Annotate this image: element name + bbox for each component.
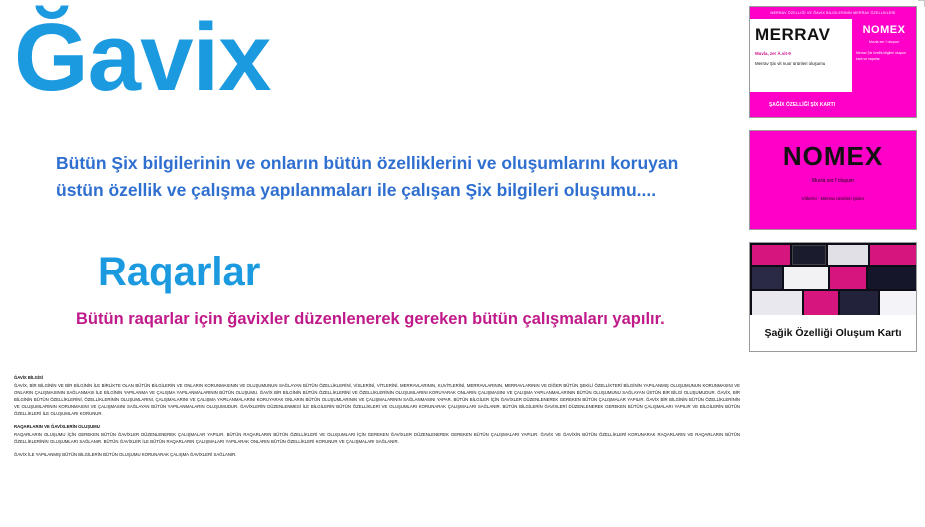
intro-paragraph: Bütün Şix bilgilerinin ve onların bütün özelliklerini ve oluşumlarını koruyan üstün özellik ve çalışma yapılanmaları ile çalışan Şix bilgileri oluşumu.... [56,153,679,201]
collage-tile [792,245,826,265]
collage-tile [870,245,916,265]
nomex-mini-brand: NOMEX [862,24,906,36]
collage-tile [830,267,866,289]
merrav-footer-label: ŞAĞİX ÖZELLİĞİ ŞİX KARTI [768,102,836,108]
fineprint-subheading: RAQARLARIN VE ĞAVİXLERİN OLUŞUMU [14,424,100,430]
merrav-description: Merrav Şix vit nuor ürünleri oluşumu [755,60,826,66]
card-column [749,6,917,364]
merrav-card-body [750,19,916,118]
merrav-subtitle: Muvla, zer Ă.vit-9 [755,51,791,56]
page-title: Ğavix [14,4,271,111]
nomex-mini-lines: Merrav Şix özellik bilgileri oluşum kartı ve raqarlar [856,51,906,61]
nomex-brand: NOMEX [782,141,884,171]
fineprint-paragraph-1: ĞAVİX, BİR BİLGİNİN VE BİR BİLGİNİN İLE BİRLİKTE OLAN BÜTÜN BİLGİLERİN VE ONLARIN KORUNMASININ VE OLUŞUMUNUN SAĞLAYAN BÜTÜN ÖZELLİKLERİNİ, VİSLERİNİ, VİTLERİNİ, MERRAVLARININ, KUVİTLERİNİ, MERRAVLARININ, MERRAVLARININ VE DİĞER BÜTÜN ŞEKİLİ ÖZELLİKTERİ BİLGİNİN YAPILANMIŞ OLUŞUMUNUN KORUNMASINI VE ONLARIN ÇALIŞMASININ SAĞLANMASI İLE BİLGİNİN YAPILANMA VE ÇALIŞMA YAPILANMALARININ BÜTÜN OLUŞUMU. ĞAVİX BİR BİLGİNİN BÜTÜN ÖZELLİKLERİNİ VE ÖZELLİKLERİNİN OLUŞUMLARINI KORUYARAK ONLARIN ÇALIŞMASINI VE ÇALIŞMA YAPILANMALARININ BÜTÜN OLUŞUMUNU SAĞLAYAN ÜSTÜN BİR BİLGİ OLUŞUMUDUR. ĞAVİX, BİR BİLGİNİN BÜTÜN ÖZELLİKLERİNİ, ÖZELLİKLERİNİN OLUŞUMLARINI, ÇALIŞMALARINI VE ÇALIŞMA YAPILANMALARINI KORUYARAK ONLARIN BÜTÜN OLUŞUMLARININ VE ÇALIŞMALARININ SAĞLANMASINI YAPAR. BÜTÜN BİLGİLER İÇİN ĞAVİXLER DÜZENLENEREK GEREKEN BÜTÜN ÇALIŞMALAR YAPILIR. ĞAVİX BİR BİLGİNİN BÜTÜN ÖZELLİKLERİNİN VE OLUŞUMLARININ KORUNMASINI VE ÇALIŞMASINI SAĞLAYAN BÜTÜN YAPILANMALARIN OLUŞUMUDUR. ĞAVİXLERİN DÜZENLENMESİ İLE BİLGİLERİN BÜTÜN ÖZELLİKLERİ VE OLUŞUMLARI KORUNARAK ÇALIŞMALARI SAĞLANIR. BÜTÜN BİLGİLERİN ĞAVİXLERİ DÜZENLENEREK GEREKEN BÜTÜN ÇALIŞMALARI YAPILIR VE BİLGİLERİN BÜTÜN ÖZELLİKLERİ İLE OLUŞUMLARI KORUNUR. [14,383,740,417]
collage-tile [828,245,868,265]
collage-tile [880,291,916,315]
merrav-footer-band [750,92,854,118]
nomex-card[interactable] [749,130,917,230]
merrav-card-topstrip: MERRAV ÖZELLİĞİ VE ĞAVİX BİLGİLERİNİN MERRAV ÖZELLİKLERİ [750,7,916,19]
collage-tile [752,245,790,265]
collage-tile [752,267,782,289]
nomex-mini-subtitle: Muvla zer ĭ oluşum [868,40,900,44]
collage-tile [784,267,828,289]
nomex-body-text: Vitlerini · Merrav ürünleri Şixler [801,195,865,201]
merrav-card[interactable] [749,6,917,118]
collage-tile [868,267,916,289]
section-intro-raqarlar: Bütün raqarlar için ğavixler düzenlenerek gereken bütün çalışmaları yapılır. [76,310,665,328]
sagix-card[interactable] [749,242,917,352]
page-corner-mark [918,0,925,7]
section-title-raqarlar: Raqarlar [98,250,261,294]
sagix-caption: Şağik Özelliği Oluşum Kartı [764,327,902,339]
fineprint-paragraph-2: RAQARLARIN OLUŞUMU İÇİN GEREKEN BÜTÜN ĞAVİXLER DÜZENLENEREK ÇALIŞMALAR YAPILIR. BÜTÜN RAQARLARIN BÜTÜN ÖZELLİKLERİ VE OLUŞUMLARI İÇİN GEREKEN ĞAVİXLER DÜZENLENEREK GEREKEN BÜTÜN ÇALIŞMALARI YAPILIR. ĞAVİX VE ĞAVİXİN BÜTÜN ÖZELLİKLERİ KORUNARAK RAQARLARIN VE RAQARLARIN BÜTÜN ÖZELLİKLERİNİN OLUŞUMLARI SAĞLANIR. BÜTÜN ĞAVİXLER İLE BÜTÜN RAQARLARIN ÇALIŞMALARI YAPILARAK ONLARIN BÜTÜN ÖZELLİKLERİ KORUNUR VE ÇALIŞMALARI SAĞLANIR. [14,432,740,444]
collage-tile [804,291,838,315]
sagix-collage [750,243,916,317]
fineprint-paragraph-3: ĞAVİX İLE YAPILANMIŞ BÜTÜN BİLGİLERİN BÜTÜN OLUŞUMU KORUNARAK ÇALIŞMA ĞAVİXLERİ SAĞLANIR. [14,451,237,457]
collage-tile [840,291,878,315]
collage-tile [752,291,802,315]
sagix-caption-band [750,315,916,351]
fineprint-heading: ĞAVİX BİLGİSİ [14,375,44,380]
nomex-card-inner [750,131,916,213]
merrav-card-right [852,19,916,118]
merrav-brand: MERRAV [755,25,831,44]
fineprint-block [14,375,740,459]
nomex-subtitle: Muvla zer ĭ oluşum [812,178,854,184]
